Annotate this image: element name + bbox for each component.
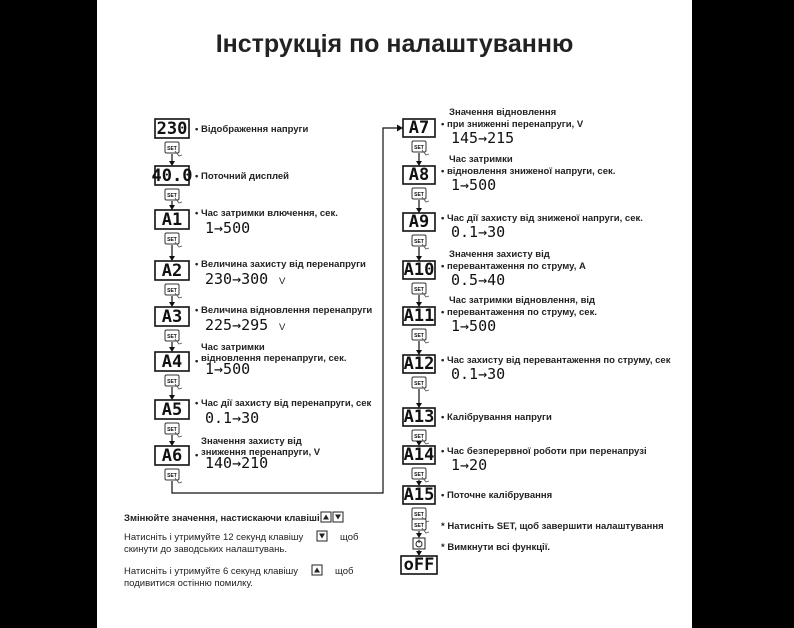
right-step-12-range: 0.1→30	[451, 365, 506, 383]
right-step-7-label-2: • при зниженні перенапруги, V	[441, 119, 584, 130]
left-step-3-label: • Час затримки влючення, сек.	[195, 208, 338, 219]
right-step-8-set-key-label: SET	[414, 192, 424, 198]
left-step-6-bullet: •	[195, 356, 199, 367]
right-step-7-label: Значення відновлення	[449, 107, 557, 118]
right-step-14-label: • Час безперервної роботи при перенапрузі	[441, 446, 647, 457]
left-step-4-range: 230→300	[205, 270, 269, 288]
right-step-8-range: 1→500	[451, 176, 497, 194]
column-connector-arrow-head	[397, 125, 403, 132]
right-step-14-set-key-label: SET	[414, 472, 424, 478]
left-step-1-set-key-label: SET	[167, 146, 177, 152]
right-step-13-set-key-label: SET	[414, 434, 424, 440]
left-step-5-range: 225→295	[205, 316, 269, 334]
error-note-tail: щоб	[335, 566, 354, 577]
left-step-5-display-text: A3	[161, 307, 183, 327]
error-note-line2: подивитися остінню помилку.	[124, 578, 253, 589]
settings-flow-diagram	[97, 0, 692, 628]
left-step-4-unit: V	[279, 276, 286, 287]
left-step-8-range: 140→210	[205, 454, 269, 472]
right-step-9-label: • Час дії захисту від зниженої напруги, сек.	[441, 213, 643, 224]
left-step-8-bullet: •	[195, 450, 199, 461]
left-step-7-label: • Час дії захисту від перенапруги, сек	[195, 398, 372, 409]
right-step-14-range: 1→20	[451, 456, 488, 474]
left-step-8-set-key-label: SET	[167, 473, 177, 479]
right-step-15-set-key-label: SET	[414, 512, 424, 518]
left-step-7-set-key-label: SET	[167, 427, 177, 433]
finish-set-key-label: SET	[414, 523, 424, 529]
page-title: Інструкція по налаштуванню	[215, 30, 574, 58]
right-step-11-set-key-label: SET	[414, 333, 424, 339]
left-step-7-display-text: A5	[161, 400, 183, 420]
right-step-9-set-key-label: SET	[414, 239, 424, 245]
left-step-2-label: Поточний дисплей	[201, 171, 289, 182]
left-step-1-bullet: •	[195, 124, 199, 135]
off-text: oFF	[403, 555, 435, 575]
instruction-sheet	[97, 0, 692, 628]
right-step-7-set-key-label: SET	[414, 145, 424, 151]
right-step-15-display-text: A15	[403, 485, 435, 505]
left-step-6-range: 1→500	[205, 360, 251, 378]
right-step-14-display-text: A14	[403, 445, 435, 465]
right-step-10-display-text: A10	[403, 260, 435, 280]
finish-note: * Натисніть SET, щоб завершити налаштування	[441, 521, 664, 532]
left-step-4-display-text: A2	[161, 261, 183, 281]
left-step-4-set-key-label: SET	[167, 288, 177, 294]
right-step-11-label-2: • перевантаження по струму, сек.	[441, 307, 597, 318]
finish-arrow-head	[416, 533, 422, 538]
left-step-2-bullet: •	[195, 171, 199, 182]
right-step-10-label: Значення захисту від	[449, 249, 550, 260]
right-step-15-label: • Поточне калібрування	[441, 490, 553, 501]
left-step-5-unit: V	[279, 322, 286, 333]
change-values-note: Змінюйте значення, настискаючи клавіші	[124, 513, 320, 524]
right-step-13-display-text: A13	[403, 407, 435, 427]
right-step-12-set-key-label: SET	[414, 381, 424, 387]
left-step-1-label: Відображення напруги	[201, 124, 309, 135]
left-step-7-range: 0.1→30	[205, 409, 260, 427]
right-step-7-range: 145→215	[451, 129, 515, 147]
right-step-8-label-2: • відновлення зниженої напруги, сек.	[441, 166, 616, 177]
right-step-11-range: 1→500	[451, 317, 497, 335]
right-step-10-range: 0.5→40	[451, 271, 506, 289]
right-step-10-set-key-label: SET	[414, 287, 424, 293]
left-step-1-display-text: 230	[156, 119, 188, 139]
left-step-6-label: відновлення перенапруги, сек.	[201, 353, 347, 364]
right-step-7-display-text: A7	[408, 118, 430, 138]
right-step-11-label: Час затримки відновлення, від	[449, 295, 596, 306]
right-step-8-label: Час затримки	[449, 154, 513, 165]
right-step-10-label-2: • перевантаження по струму, A	[441, 261, 586, 272]
right-step-13-label: • Калібрування напруги	[441, 412, 552, 423]
left-step-8-display-text: A6	[161, 446, 183, 466]
left-step-2-display-text: 40.0	[151, 166, 193, 186]
left-step-6-label: Час затримки	[201, 342, 265, 353]
left-step-6-display-text: A4	[161, 352, 183, 372]
left-step-6-set-key-label: SET	[167, 379, 177, 385]
off-note: * Вимкнути всі функції.	[441, 542, 551, 553]
right-step-12-label: • Час захисту від перевантаження по струму, сек	[441, 355, 671, 366]
reset-note-tail: щоб	[340, 532, 359, 543]
left-step-8-label: Значення захисту від	[201, 436, 302, 447]
left-step-8-label: зниження перенапруги, V	[201, 447, 321, 458]
left-step-5-label: • Величина відновлення перенапруги	[195, 305, 373, 316]
error-note-line1: Натисніть і утримуйте 6 секунд клавішу	[124, 566, 298, 577]
left-step-3-range: 1→500	[205, 219, 251, 237]
left-step-3-display-text: A1	[161, 210, 183, 230]
left-step-4-label: • Величина захисту від перенапруги	[195, 259, 366, 270]
right-step-12-display-text: A12	[403, 354, 435, 374]
left-step-5-set-key-label: SET	[167, 334, 177, 340]
left-step-2-set-key-label: SET	[167, 193, 177, 199]
right-step-9-range: 0.1→30	[451, 223, 506, 241]
right-step-9-display-text: A9	[408, 212, 430, 232]
left-step-3-set-key-label: SET	[167, 237, 177, 243]
reset-note-line1: Натисніть і утримуйте 12 секунд клавішу	[124, 532, 304, 543]
right-step-11-display-text: A11	[403, 306, 435, 326]
reset-note-line2: скинути до заводських налаштувань.	[124, 544, 287, 555]
right-step-8-display-text: A8	[408, 165, 430, 185]
